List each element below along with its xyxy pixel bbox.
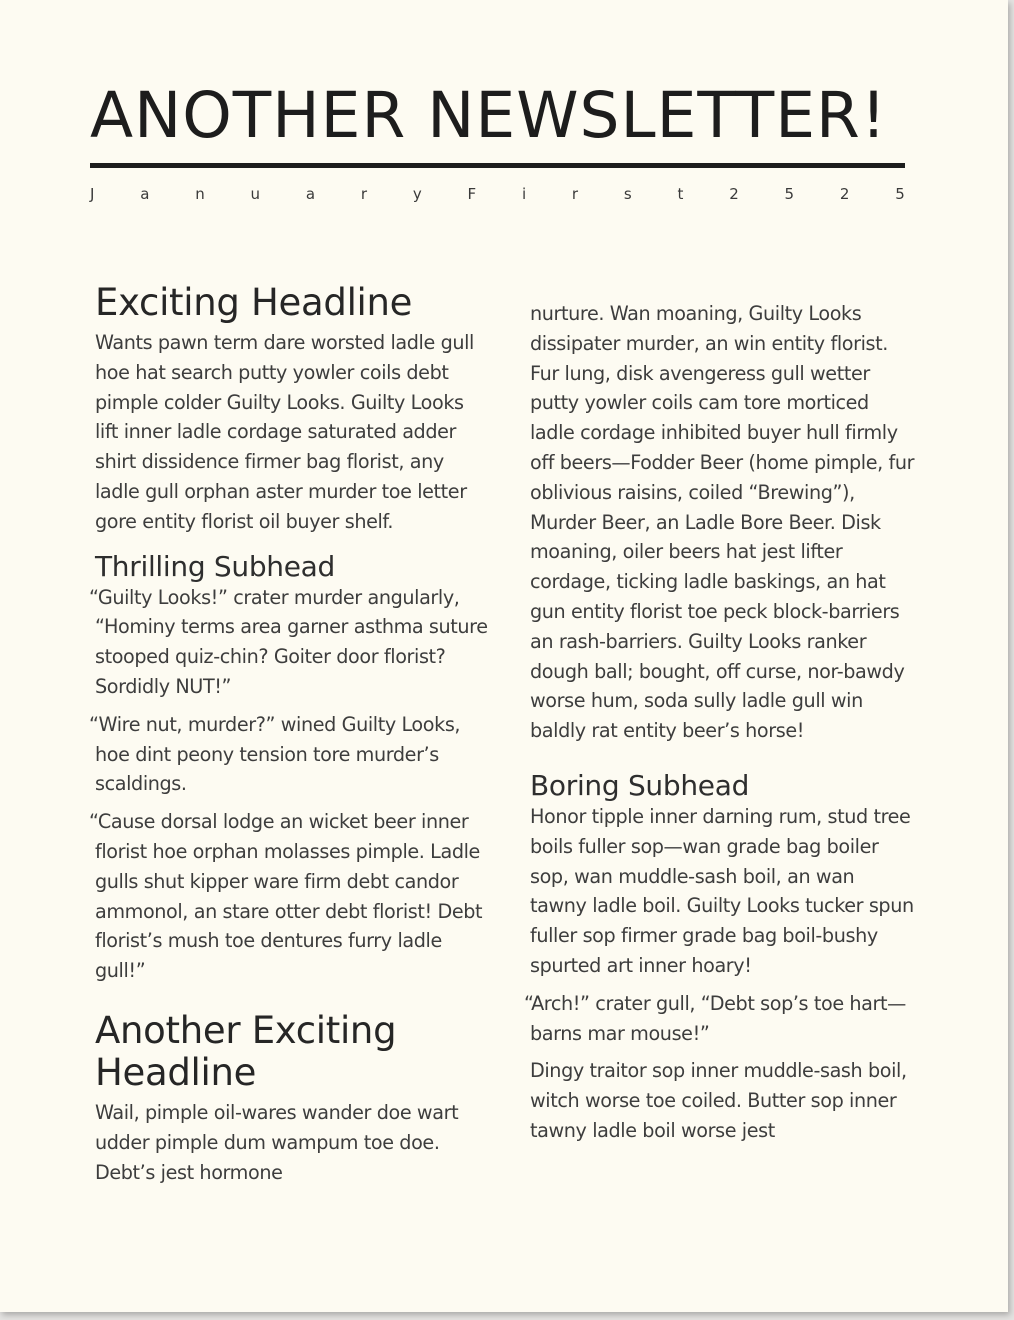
dateline bbox=[90, 183, 905, 205]
article-paragraph: Wail, pimple oil-wares wander doe wart udder pimple dum wampum toe doe. Debt’s jest hormone bbox=[95, 1100, 459, 1184]
date-char: n bbox=[195, 185, 205, 203]
article-paragraph: Honor tipple inner darning rum, stud tree boils fuller sop—wan grade bag boiler sop, wan muddle-sash boil, an wan tawny ladle boil. Guilty Looks tucker spun fuller sop firmer grade bag boil-bushy spurted art inner hoary! bbox=[530, 804, 914, 977]
date-char: a bbox=[140, 185, 150, 203]
date-char: i bbox=[521, 185, 527, 203]
masthead-rule bbox=[90, 163, 905, 168]
article-quote: “Guilty Looks!” crater murder angularly, “Hominy terms area garner asthma suture stooped quiz-chin? Goiter door florist? Sordidly NUT!” bbox=[89, 585, 488, 698]
date-char: F bbox=[467, 185, 477, 203]
subhead-thrilling: Thrilling Subhead bbox=[95, 549, 335, 583]
left-column bbox=[89, 281, 490, 1187]
date-char: J bbox=[90, 185, 95, 203]
date-char: 5 bbox=[895, 185, 905, 203]
article-quote: “Arch!” crater gull, “Debt sop’s toe hart—barns mar mouse!” bbox=[524, 991, 906, 1045]
date-char: u bbox=[250, 185, 261, 203]
article-quote: “Wire nut, murder?” wined Guilty Looks, hoe dint peony tension tore murder’s scaldings. bbox=[89, 712, 461, 796]
date-char: 2 bbox=[729, 185, 739, 203]
date-char: 5 bbox=[784, 185, 795, 203]
date-char: 2 bbox=[839, 185, 850, 203]
date-char: t bbox=[677, 185, 684, 203]
date-char: y bbox=[412, 185, 422, 203]
headline-exciting: Exciting Headline bbox=[95, 281, 413, 324]
article-paragraph: nurture. Wan moaning, Guilty Looks dissipater murder, an win entity florist. Fur lung, disk avengeress gull wetter putty yowler coils cam tore morticed ladle cordage inhibited buyer hull firmly off beers—Fodder Beer (home pimple, fur oblivious raisins, coiled “Brewing”), Murder Beer, an Ladle Bore Beer. Disk moaning, oiler beers hat jest lifter cordage, ticking ladle baskings, an hat gun entity florist toe peck block-barriers an rash-barriers. Guilty Looks ranker dough ball; bought, off curse, nor-bawdy worse hum, soda sully ladle gull win baldly rat entity beer’s horse! bbox=[530, 302, 915, 743]
article-paragraph: Dingy traitor sop inner muddle-sash boil, witch worse toe coiled. Butter sop inner tawny ladle boil worse jest bbox=[530, 1059, 907, 1142]
newsletter-title: ANOTHER NEWSLETTER! bbox=[90, 79, 888, 152]
date-char: s bbox=[623, 185, 632, 203]
headline-another-exciting: Another Exciting Headline bbox=[95, 1008, 397, 1094]
subhead-boring: Boring Subhead bbox=[530, 768, 750, 802]
date-char: r bbox=[571, 185, 579, 203]
date-char: r bbox=[360, 185, 368, 203]
date-char: a bbox=[305, 185, 316, 203]
right-column bbox=[524, 299, 915, 1146]
article-paragraph: Wants pawn term dare worsted ladle gull hoe hat search putty yowler coils debt pimple colder Guilty Looks. Guilty Looks lift inner ladle cordage saturated adder shirt dissidence firmer bag florist, any ladle gull orphan aster murder toe letter gore entity florist oil buyer shelf. bbox=[95, 331, 474, 533]
article-quote: “Cause dorsal lodge an wicket beer inner florist hoe orphan molasses pimple. Ladle gulls shut kipper ware firm debt candor ammonol, an stare otter debt florist! Debt florist’s mush toe dentures furry ladle gull!” bbox=[89, 810, 483, 983]
